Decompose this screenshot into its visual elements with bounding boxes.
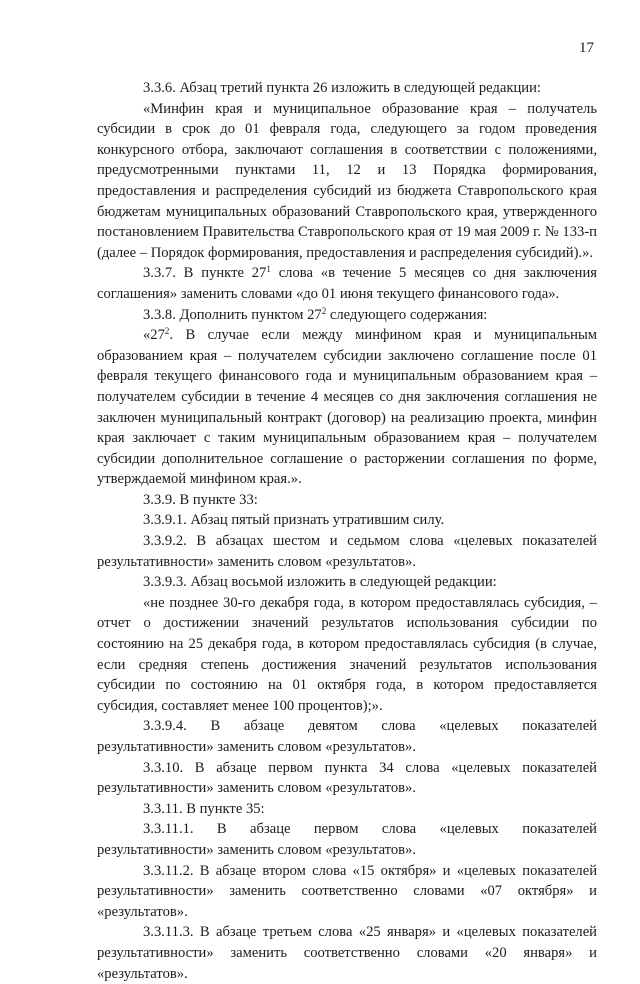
superscript-index: 1 xyxy=(266,264,271,275)
paragraph-quote-item-26: «Минфин края и муниципальное образование края – получатель субсидии в срок до 01 февраля года, следующего за годом проведения конкурсного отбора, заключают соглашения в соответствии с положениями, предусмотренными пунктами 11, 12 и 13 Порядка формирования, предоставления и распределения субсидий из бюджета Ставропольского края бюджетам муниципальных образований Ставропольского края, утвержденного постановлением Правительства Ставропольского края от 19 мая 2009 г. № 133-п (далее – Порядок формирования, предоставления и распределения субсидий).». xyxy=(97,100,597,261)
paragraph-text-start: «27 xyxy=(143,327,165,344)
paragraph-text-end: следующего содержания: xyxy=(326,306,488,323)
paragraph-text-start: 3.3.8. Дополнить пунктом 27 xyxy=(143,306,322,323)
paragraph-quote-item-27-2 xyxy=(97,325,597,490)
paragraph-3-3-9: 3.3.9. В пункте 33: xyxy=(143,491,258,508)
paragraph-3-3-9-2: 3.3.9.2. В абзацах шестом и седьмом слова «целевых показателей результативности» заменить словом «результатов». xyxy=(97,533,597,570)
paragraph-3-3-8 xyxy=(97,305,597,326)
paragraph-3-3-11-1: 3.3.11.1. В абзаце первом слова «целевых показателей результативности» заменить словом «результатов». xyxy=(97,821,597,858)
paragraph-3-3-9-3: 3.3.9.3. Абзац восьмой изложить в следующей редакции: xyxy=(143,574,497,591)
paragraph-3-3-9-1: 3.3.9.1. Абзац пятый признать утратившим силу. xyxy=(143,512,445,529)
paragraph-3-3-6: 3.3.6. Абзац третий пункта 26 изложить в следующей редакции: xyxy=(143,80,541,96)
paragraph-text-start: 3.3.7. В пункте 27 xyxy=(143,265,267,282)
paragraph-text-end: . В случае если между минфином края и муниципальным образованием края – получателем субсидии заключено соглашение после 01 февраля текущего финансового года и муниципальным образованием края – получателем субсидии в течение 4 месяцев со дня заключения соглашения не заключен муниципальный контракт (договор) на реализацию проекта, минфин края заключает с таким муниципальным образованием края – получателем субсидии дополнительное соглашение о расторжении соглашения по форме, утверждаемой минфином края.». xyxy=(97,327,597,488)
paragraph-text-end: слова «в течение 5 месяцев со дня заключения соглашения» заменить словами «до 01 июня текущего финансового года». xyxy=(97,265,597,302)
paragraph-3-3-10: 3.3.10. В абзаце первом пункта 34 слова «целевых показателей результативности» заменить словом «результатов». xyxy=(97,759,597,797)
superscript-index: 2 xyxy=(321,305,327,316)
paragraph-3-3-9-4: 3.3.9.4. В абзаце девятом слова «целевых показателей результативности» заменить словом «результатов». xyxy=(97,718,597,755)
paragraph-3-3-11-2: 3.3.11.2. В абзаце втором слова «15 октября» и «целевых показателей результативности» заменить соответственно словами «07 октября» и «результатов». xyxy=(97,862,597,920)
page-number: 17 xyxy=(579,40,594,56)
paragraph-3-3-11: 3.3.11. В пункте 35: xyxy=(143,800,265,817)
document-body xyxy=(97,78,597,984)
superscript-index: 2 xyxy=(164,326,170,337)
paragraph-quote-paragraph-8: «не позднее 30-го декабря года, в котором предоставлялась субсидия, – отчет о достижении значений результатов использования субсидии по состоянию на 25 декабря года, в котором предоставлялась субсидия (в случае, если средняя степень достижения значений результатов использования субсидии по состоянию на 01 октября года, в котором предоставляется субсидия, составляет менее 100 процентов);». xyxy=(97,594,597,714)
paragraph-3-3-11-3: 3.3.11.3. В абзаце третьем слова «25 января» и «целевых показателей результативности» заменить соответственно словами «20 января» и «результатов». xyxy=(97,924,597,982)
paragraph-3-3-7 xyxy=(97,263,597,304)
